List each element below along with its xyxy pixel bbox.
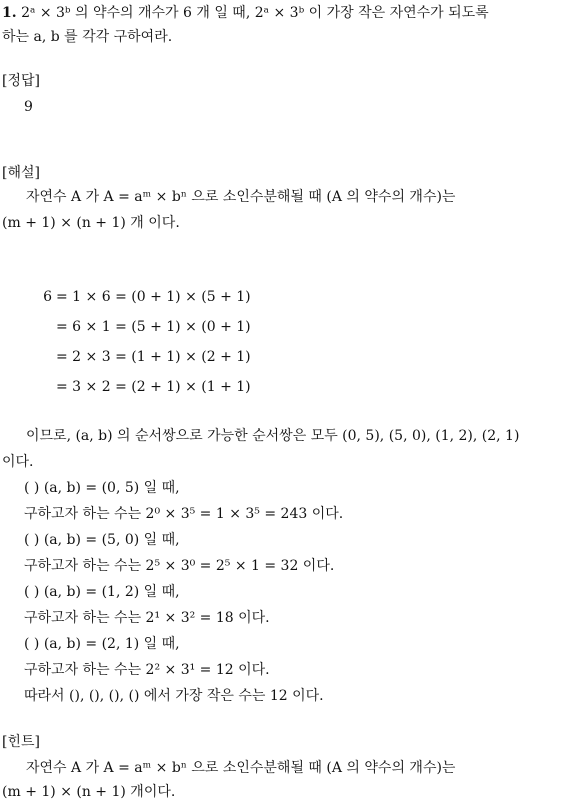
equation-row: = 1 × 6 = (0 + 1) × (5 + 1) [56, 289, 251, 305]
answer-heading: [정답] [2, 73, 40, 89]
case-result: 구하고자 하는 수는 2⁵ × 3⁰ = 2⁵ × 1 = 32 이다. [24, 558, 335, 574]
case-condition: ( ) (a, b) = (1, 2) 일 때, [24, 584, 180, 600]
case-condition: ( ) (a, b) = (2, 1) 일 때, [24, 636, 180, 652]
hint-line-2: (m + 1) × (n + 1) 개이다. [2, 784, 176, 800]
hint-heading: [힌트] [2, 734, 40, 750]
conclusion: 따라서 (), (), (), () 에서 가장 작은 수는 12 이다. [24, 688, 324, 704]
case-result: 구하고자 하는 수는 2¹ × 3² = 18 이다. [24, 610, 270, 626]
pairs-line-2: 이다. [2, 454, 34, 470]
case-condition: ( ) (a, b) = (0, 5) 일 때, [24, 480, 180, 496]
case-condition: ( ) (a, b) = (5, 0) 일 때, [24, 532, 180, 548]
equation-row: = 3 × 2 = (2 + 1) × (1 + 1) [56, 379, 251, 395]
problem-text-2: 하는 a, b 를 각각 구하여라. [2, 29, 173, 45]
case-result: 구하고자 하는 수는 2⁰ × 3⁵ = 1 × 3⁵ = 243 이다. [24, 506, 344, 522]
problem-number: 1. [2, 5, 17, 21]
solution-intro-2: (m + 1) × (n + 1) 개 이다. [2, 215, 180, 231]
problem-line-1 [2, 2, 489, 24]
equation-lhs: 6 [43, 289, 52, 305]
answer-value: 9 [24, 99, 33, 115]
pairs-line-1: 이므로, (a, b) 의 순서쌍으로 가능한 순서쌍은 모두 (0, 5), (5, 0), (1, 2), (2, 1) [26, 428, 520, 444]
equation-row: = 6 × 1 = (5 + 1) × (0 + 1) [56, 319, 251, 335]
solution-heading: [해설] [2, 165, 40, 181]
problem-text-1: 2ᵃ × 3ᵇ 의 약수의 개수가 6 개 일 때, 2ᵃ × 3ᵇ 이 가장 작은 자연수가 되도록 [21, 5, 489, 21]
hint-line-1: 자연수 A 가 A = aᵐ × bⁿ 으로 소인수분해될 때 (A 의 약수의 개수)는 [26, 760, 456, 776]
case-result: 구하고자 하는 수는 2² × 3¹ = 12 이다. [24, 662, 270, 678]
equation-row: = 2 × 3 = (1 + 1) × (2 + 1) [56, 349, 251, 365]
solution-intro-1: 자연수 A 가 A = aᵐ × bⁿ 으로 소인수분해될 때 (A 의 약수의 개수)는 [26, 189, 456, 205]
